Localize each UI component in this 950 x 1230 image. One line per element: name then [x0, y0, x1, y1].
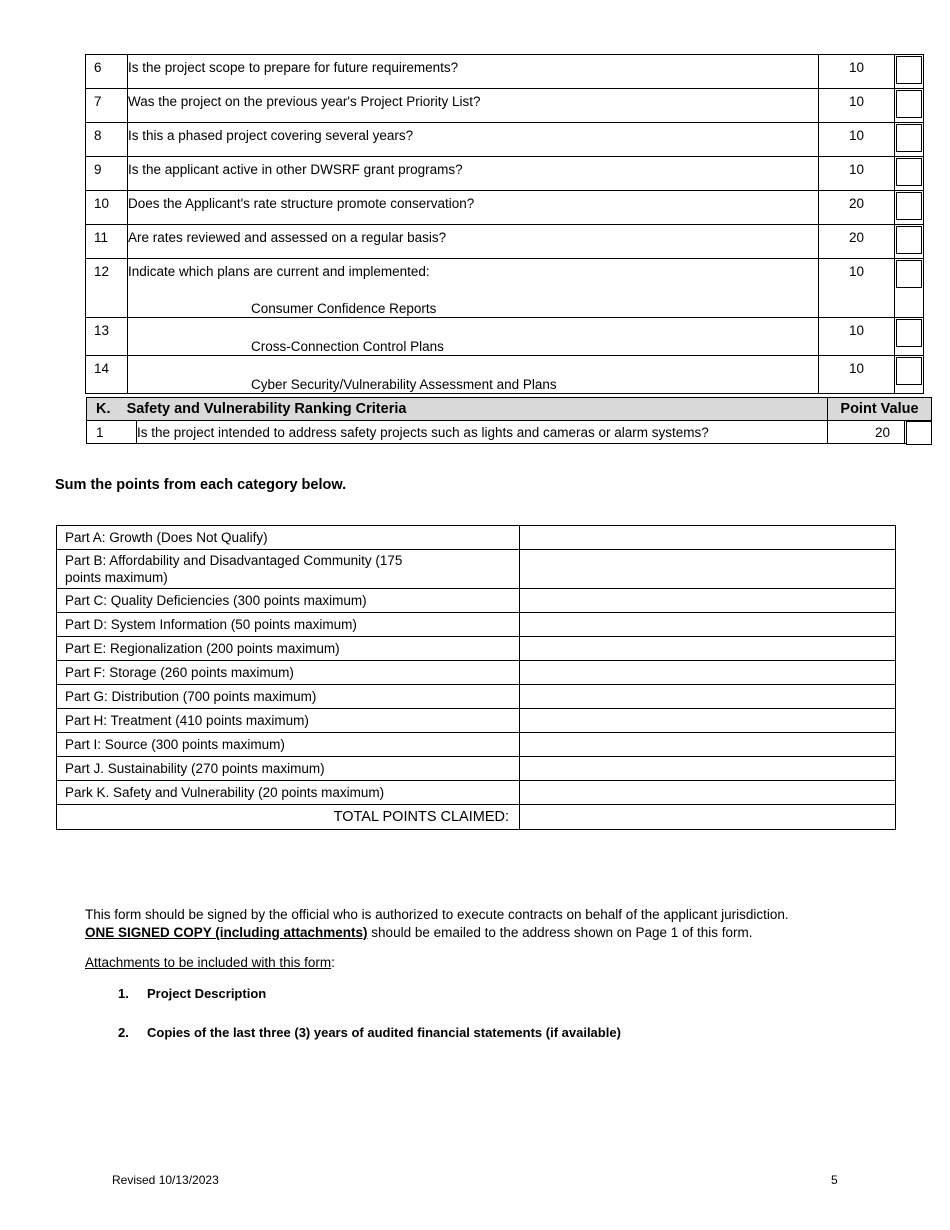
section-k-letter: K. — [96, 401, 111, 417]
attachments-label: Attachments to be included with this form — [85, 955, 332, 970]
criteria-question: Indicate which plans are current and implemented: — [128, 264, 430, 279]
summary-row — [57, 709, 896, 733]
summary-part-value[interactable] — [520, 613, 896, 637]
criteria-points: 10 — [848, 361, 865, 376]
attachment-number: 1. — [118, 986, 129, 1001]
criteria-number: 9 — [94, 162, 102, 177]
section-k-row-points: 20 — [827, 421, 904, 444]
criteria-row — [86, 55, 924, 89]
criteria-points: 10 — [848, 264, 865, 279]
summary-part-value[interactable] — [520, 781, 896, 805]
summary-part-value[interactable] — [520, 550, 896, 589]
section-k-row — [87, 421, 932, 444]
criteria-question: Is the applicant active in other DWSRF grant programs? — [128, 162, 463, 177]
section-k-title: Safety and Vulnerability Ranking Criteria — [126, 401, 407, 417]
summary-part-label: Part J. Sustainability (270 points maximum) — [57, 757, 520, 781]
summary-part-label: Part A: Growth (Does Not Qualify) — [57, 526, 520, 550]
criteria-number: 13 — [94, 323, 110, 338]
criteria-number: 12 — [94, 264, 110, 279]
page-number: 5 — [831, 1173, 838, 1187]
summary-part-value[interactable] — [520, 637, 896, 661]
total-points-value[interactable] — [520, 805, 896, 830]
criteria-checkbox[interactable] — [896, 319, 922, 347]
summary-part-value[interactable] — [520, 757, 896, 781]
summary-part-label: Part I: Source (300 points maximum) — [57, 733, 520, 757]
criteria-points: 10 — [848, 323, 865, 338]
criteria-checkbox[interactable] — [896, 260, 922, 288]
instructions-line-1: This form should be signed by the official who is authorized to execute contracts on behalf of the applicant jurisdiction. — [85, 907, 789, 922]
criteria-row — [86, 356, 924, 394]
instructions-line-2 — [85, 924, 753, 942]
criteria-row — [86, 259, 924, 318]
summary-row — [57, 757, 896, 781]
criteria-row — [86, 318, 924, 356]
criteria-question: Are rates reviewed and assessed on a regular basis? — [128, 230, 447, 245]
section-k-table — [86, 397, 932, 444]
attachment-number: 2. — [118, 1025, 129, 1040]
summary-part-value[interactable] — [520, 526, 896, 550]
criteria-points: 20 — [848, 196, 865, 211]
summary-part-label: Park K. Safety and Vulnerability (20 points maximum) — [57, 781, 520, 805]
signed-copy-emphasis: ONE SIGNED COPY (including attachments) — [85, 925, 368, 940]
summary-row — [57, 685, 896, 709]
summary-part-label: Part G: Distribution (700 points maximum) — [57, 685, 520, 709]
criteria-checkbox[interactable] — [896, 226, 922, 254]
attachment-item — [118, 1024, 621, 1041]
summary-part-value[interactable] — [520, 709, 896, 733]
criteria-checkbox[interactable] — [896, 357, 922, 385]
summary-part-label: Part H: Treatment (410 points maximum) — [57, 709, 520, 733]
criteria-row — [86, 157, 924, 191]
summary-row — [57, 589, 896, 613]
criteria-number: 10 — [94, 196, 110, 211]
attachment-text: Project Description — [147, 986, 267, 1001]
criteria-subitem: Cross-Connection Control Plans — [251, 339, 444, 354]
criteria-subitem: Consumer Confidence Reports — [251, 301, 437, 316]
total-points-label: TOTAL POINTS CLAIMED: — [57, 805, 520, 830]
summary-part-label: Part F: Storage (260 points maximum) — [57, 661, 520, 685]
total-row — [57, 805, 896, 830]
criteria-points: 10 — [848, 60, 865, 75]
criteria-points: 10 — [848, 162, 865, 177]
instructions-line-2-rest: should be emailed to the address shown on Page 1 of this form. — [367, 925, 753, 940]
criteria-checkbox[interactable] — [896, 90, 922, 118]
criteria-subitem: Cyber Security/Vulnerability Assessment and Plans — [251, 377, 557, 392]
summary-row — [57, 526, 896, 550]
summary-part-value[interactable] — [520, 685, 896, 709]
criteria-question: Is the project scope to prepare for future requirements? — [128, 60, 459, 75]
summary-row — [57, 781, 896, 805]
summary-part-value[interactable] — [520, 733, 896, 757]
criteria-points: 10 — [848, 128, 865, 143]
point-value-header: Point Value — [827, 398, 931, 421]
criteria-points: 10 — [848, 94, 865, 109]
criteria-number: 8 — [94, 128, 102, 143]
criteria-question: Does the Applicant's rate structure promote conservation? — [128, 196, 475, 211]
criteria-checkbox[interactable] — [896, 192, 922, 220]
criteria-row — [86, 123, 924, 157]
criteria-row — [86, 191, 924, 225]
criteria-question: Is this a phased project covering several years? — [128, 128, 414, 143]
section-k-checkbox[interactable] — [906, 421, 932, 445]
summary-row — [57, 637, 896, 661]
attachments-heading — [85, 954, 335, 972]
summary-part-value[interactable] — [520, 661, 896, 685]
attachment-item — [118, 985, 266, 1002]
summary-row — [57, 550, 896, 589]
criteria-number: 14 — [94, 361, 110, 376]
attachments-colon: : — [331, 955, 335, 970]
revised-date: Revised 10/13/2023 — [112, 1173, 219, 1187]
criteria-number: 6 — [94, 60, 102, 75]
attachment-text: Copies of the last three (3) years of audited financial statements (if available) — [147, 1025, 621, 1040]
criteria-question: Was the project on the previous year's Project Priority List? — [128, 94, 481, 109]
summary-row — [57, 613, 896, 637]
criteria-checkbox[interactable] — [896, 124, 922, 152]
summary-part-label: Part D: System Information (50 points maximum) — [57, 613, 520, 637]
section-k-header — [87, 398, 932, 421]
criteria-row — [86, 89, 924, 123]
criteria-checkbox[interactable] — [896, 56, 922, 84]
criteria-table — [85, 54, 924, 394]
summary-row — [57, 661, 896, 685]
criteria-checkbox[interactable] — [896, 158, 922, 186]
summary-part-label: Part E: Regionalization (200 points maximum) — [57, 637, 520, 661]
criteria-row — [86, 225, 924, 259]
summary-row — [57, 733, 896, 757]
sum-heading: Sum the points from each category below. — [55, 477, 347, 493]
summary-part-value[interactable] — [520, 589, 896, 613]
summary-part-label: Part B: Affordability and Disadvantaged Community (175 points maximum) — [57, 550, 520, 589]
section-k-row-question: Is the project intended to address safety projects such as lights and cameras or alarm systems? — [137, 421, 828, 444]
criteria-number: 7 — [94, 94, 102, 109]
summary-part-label: Part C: Quality Deficiencies (300 points maximum) — [57, 589, 520, 613]
section-k-row-number: 1 — [87, 421, 137, 444]
criteria-points: 20 — [848, 230, 865, 245]
criteria-number: 11 — [94, 230, 109, 245]
points-summary-table — [56, 525, 896, 830]
